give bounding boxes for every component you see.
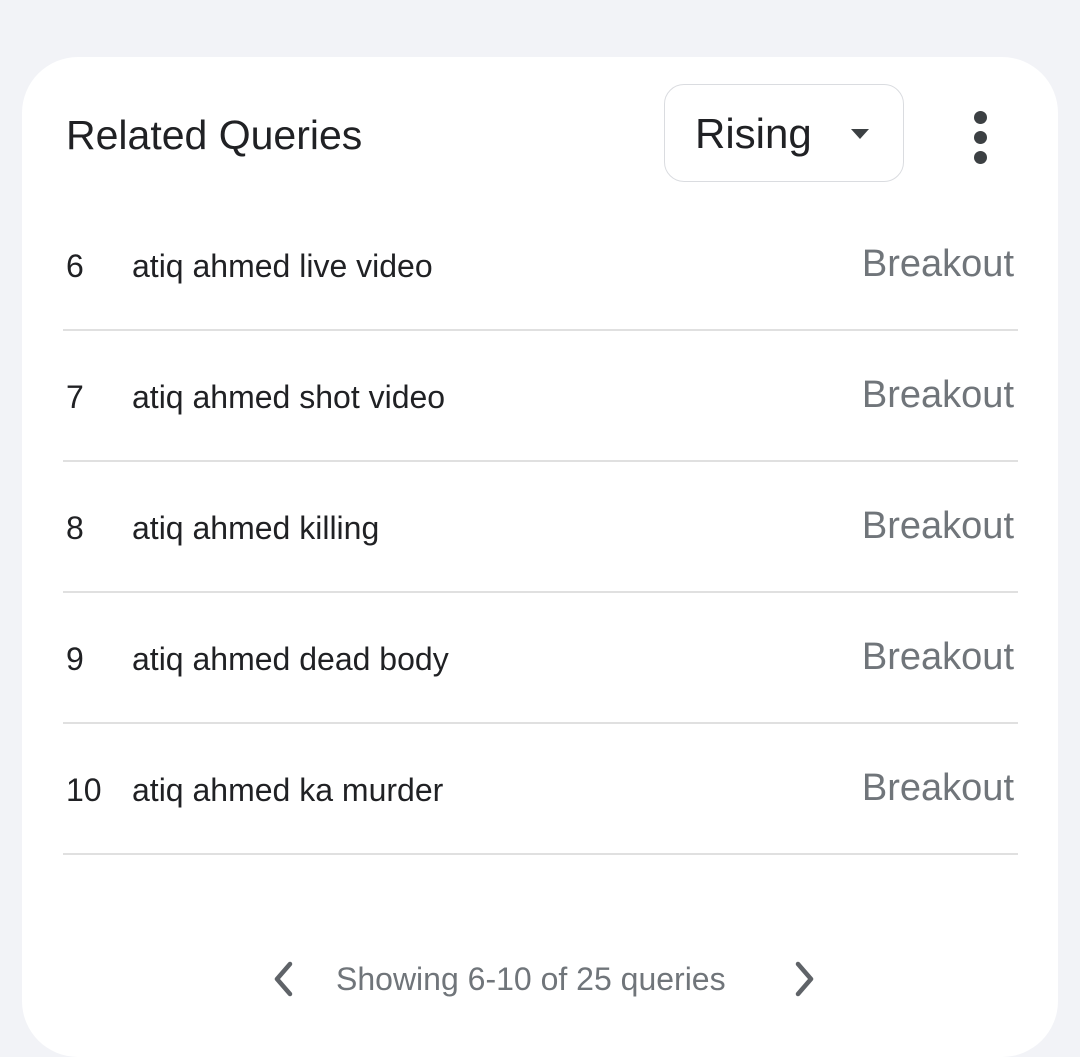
query-row[interactable] — [63, 593, 1018, 724]
filter-dropdown[interactable] — [664, 84, 904, 182]
more-vert-icon-dot — [974, 131, 987, 144]
more-options-button[interactable] — [956, 107, 1006, 163]
query-value: Breakout — [861, 243, 1014, 285]
chevron-right-icon — [786, 957, 822, 1001]
chevron-left-icon — [266, 957, 302, 1001]
query-rank: 6 — [66, 248, 84, 284]
next-page-button[interactable] — [786, 957, 822, 1001]
card-title: Related Queries — [66, 112, 363, 158]
query-list — [63, 200, 1018, 855]
query-value: Breakout — [861, 767, 1014, 809]
more-vert-icon-dot — [974, 151, 987, 164]
previous-page-button[interactable] — [266, 957, 302, 1001]
query-rank: 9 — [66, 641, 84, 677]
query-text[interactable]: atiq ahmed shot video — [132, 379, 446, 415]
query-rank: 10 — [66, 772, 102, 808]
query-rank: 7 — [66, 379, 84, 415]
query-text[interactable]: atiq ahmed live video — [132, 248, 433, 284]
query-rank: 8 — [66, 510, 84, 546]
related-queries-card — [22, 57, 1058, 1057]
query-row[interactable] — [63, 462, 1018, 593]
pagination-status: Showing 6-10 of 25 queries — [336, 961, 726, 997]
caret-down-icon — [851, 129, 869, 139]
more-vert-icon-dot — [974, 111, 987, 124]
query-value: Breakout — [861, 505, 1014, 547]
query-row[interactable] — [63, 724, 1018, 855]
query-row[interactable] — [63, 200, 1018, 331]
query-text[interactable]: atiq ahmed dead body — [132, 641, 449, 677]
query-text[interactable]: atiq ahmed killing — [132, 510, 380, 546]
filter-selected-value: Rising — [695, 110, 812, 157]
query-text[interactable]: atiq ahmed ka murder — [132, 772, 444, 808]
query-value: Breakout — [861, 636, 1014, 678]
query-value: Breakout — [861, 374, 1014, 416]
pagination — [22, 957, 1058, 1001]
query-row[interactable] — [63, 331, 1018, 462]
